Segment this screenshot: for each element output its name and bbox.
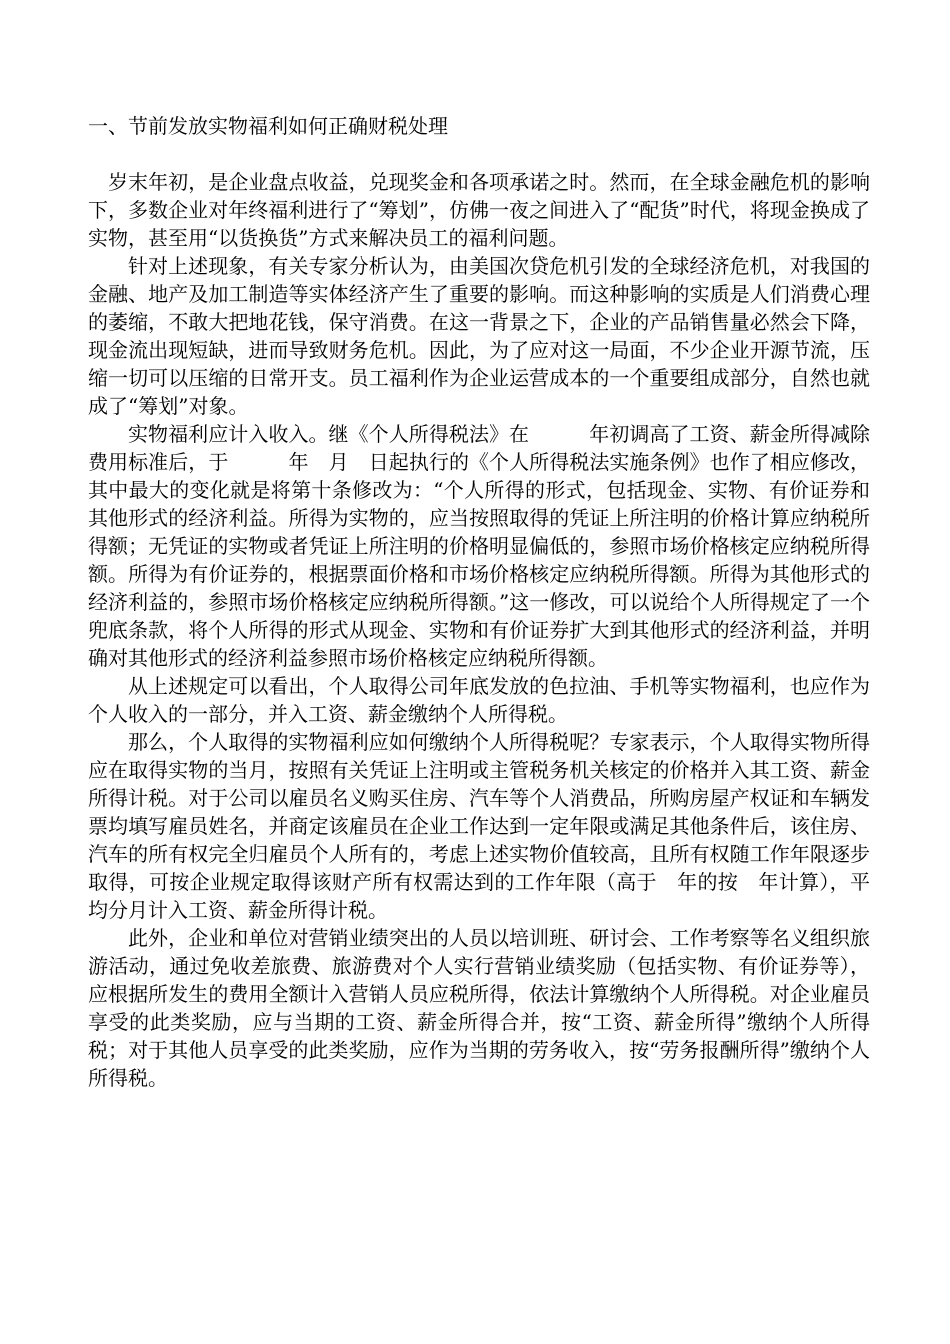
paragraph-intro: 岁末年初，是企业盘点收益，兑现奖金和各项承诺之时。然而，在全球金融危机的影响下，多数企业对年终福利进行了“筹划”，仿佛一夜之间进入了“配货”时代，将现金换成了实物，甚至用“以货换货”方式来解决员工的福利问题。 (88, 170, 870, 250)
paragraph-tax-law: 实物福利应计入收入。继《个人所得税法》在 年初调高了工资、薪金所得减除费用标准后，于 年 月 日起执行的《个人所得税法实施条例》也作了相应修改，其中最大的变化就是将第十条修改为：“个人所得的形式，包括现金、实物、有价证券和其他形式的经济利益。所得为实物的，应当按照取得的凭证上所注明的价格计算应纳税所得额；无凭证的实物或者凭证上所注明的价格明显偏低的，参照市场价格核定应纳税所得额。所得为有价证券的，根据票面价格和市场价格核定应纳税所得额。所得为其他形式的经济利益的，参照市场价格核定应纳税所得额。”这一修改，可以说给个人所得规定了一个兜底条款，将个人所得的形式从现金、实物和有价证券扩大到其他形式的经济利益，并明确对其他形式的经济利益参照市场价格核定应纳税所得额。 (88, 422, 870, 670)
document-page (88, 112, 870, 1092)
paragraph-analysis: 针对上述现象，有关专家分析认为，由美国次贷危机引发的全球经济危机，对我国的金融、地产及加工制造等实体经济产生了重要的影响。而这种影响的实质是人们消费心理的萎缩，不敢大把地花钱，保守消费。在这一背景之下，企业的产品销售量必然会下降，现金流出现短缺，进而导致财务危机。因此，为了应对这一局面，不少企业开源节流，压缩一切可以压缩的日常开支。员工福利作为企业运营成本的一个重要组成部分，自然也就成了“筹划”对象。 (88, 254, 870, 418)
paragraph-conclusion: 从上述规定可以看出，个人取得公司年底发放的色拉油、手机等实物福利，也应作为个人收入的一部分，并入工资、薪金缴纳个人所得税。 (88, 674, 870, 726)
section-heading: 一、节前发放实物福利如何正确财税处理 (88, 114, 448, 138)
paragraph-how-to-pay: 那么，个人取得的实物福利应如何缴纳个人所得税呢？专家表示，个人取得实物所得应在取得实物的当月，按照有关凭证上注明或主管税务机关核定的价格并入其工资、薪金所得计税。对于公司以雇员名义购买住房、汽车等个人消费品，所购房屋产权证和车辆发票均填写雇员姓名，并商定该雇员在企业工作达到一定年限或满足其他条件后，该住房、汽车的所有权完全归雇员个人所有的，考虑上述实物价值较高，且所有权随工作年限逐步取得，可按企业规定取得该财产所有权需达到的工作年限（高于 年的按 年计算），平均分月计入工资、薪金所得计税。 (88, 730, 870, 922)
paragraph-marketing-rewards: 此外，企业和单位对营销业绩突出的人员以培训班、研讨会、工作考察等名义组织旅游活动，通过免收差旅费、旅游费对个人实行营销业绩奖励（包括实物、有价证券等），应根据所发生的费用全额计入营销人员应税所得，依法计算缴纳个人所得税。对企业雇员享受的此类奖励，应与当期的工资、薪金所得合并，按“工资、薪金所得”缴纳个人所得税；对于其他人员享受的此类奖励，应作为当期的劳务收入，按“劳务报酬所得”缴纳个人所得税。 (88, 926, 870, 1090)
